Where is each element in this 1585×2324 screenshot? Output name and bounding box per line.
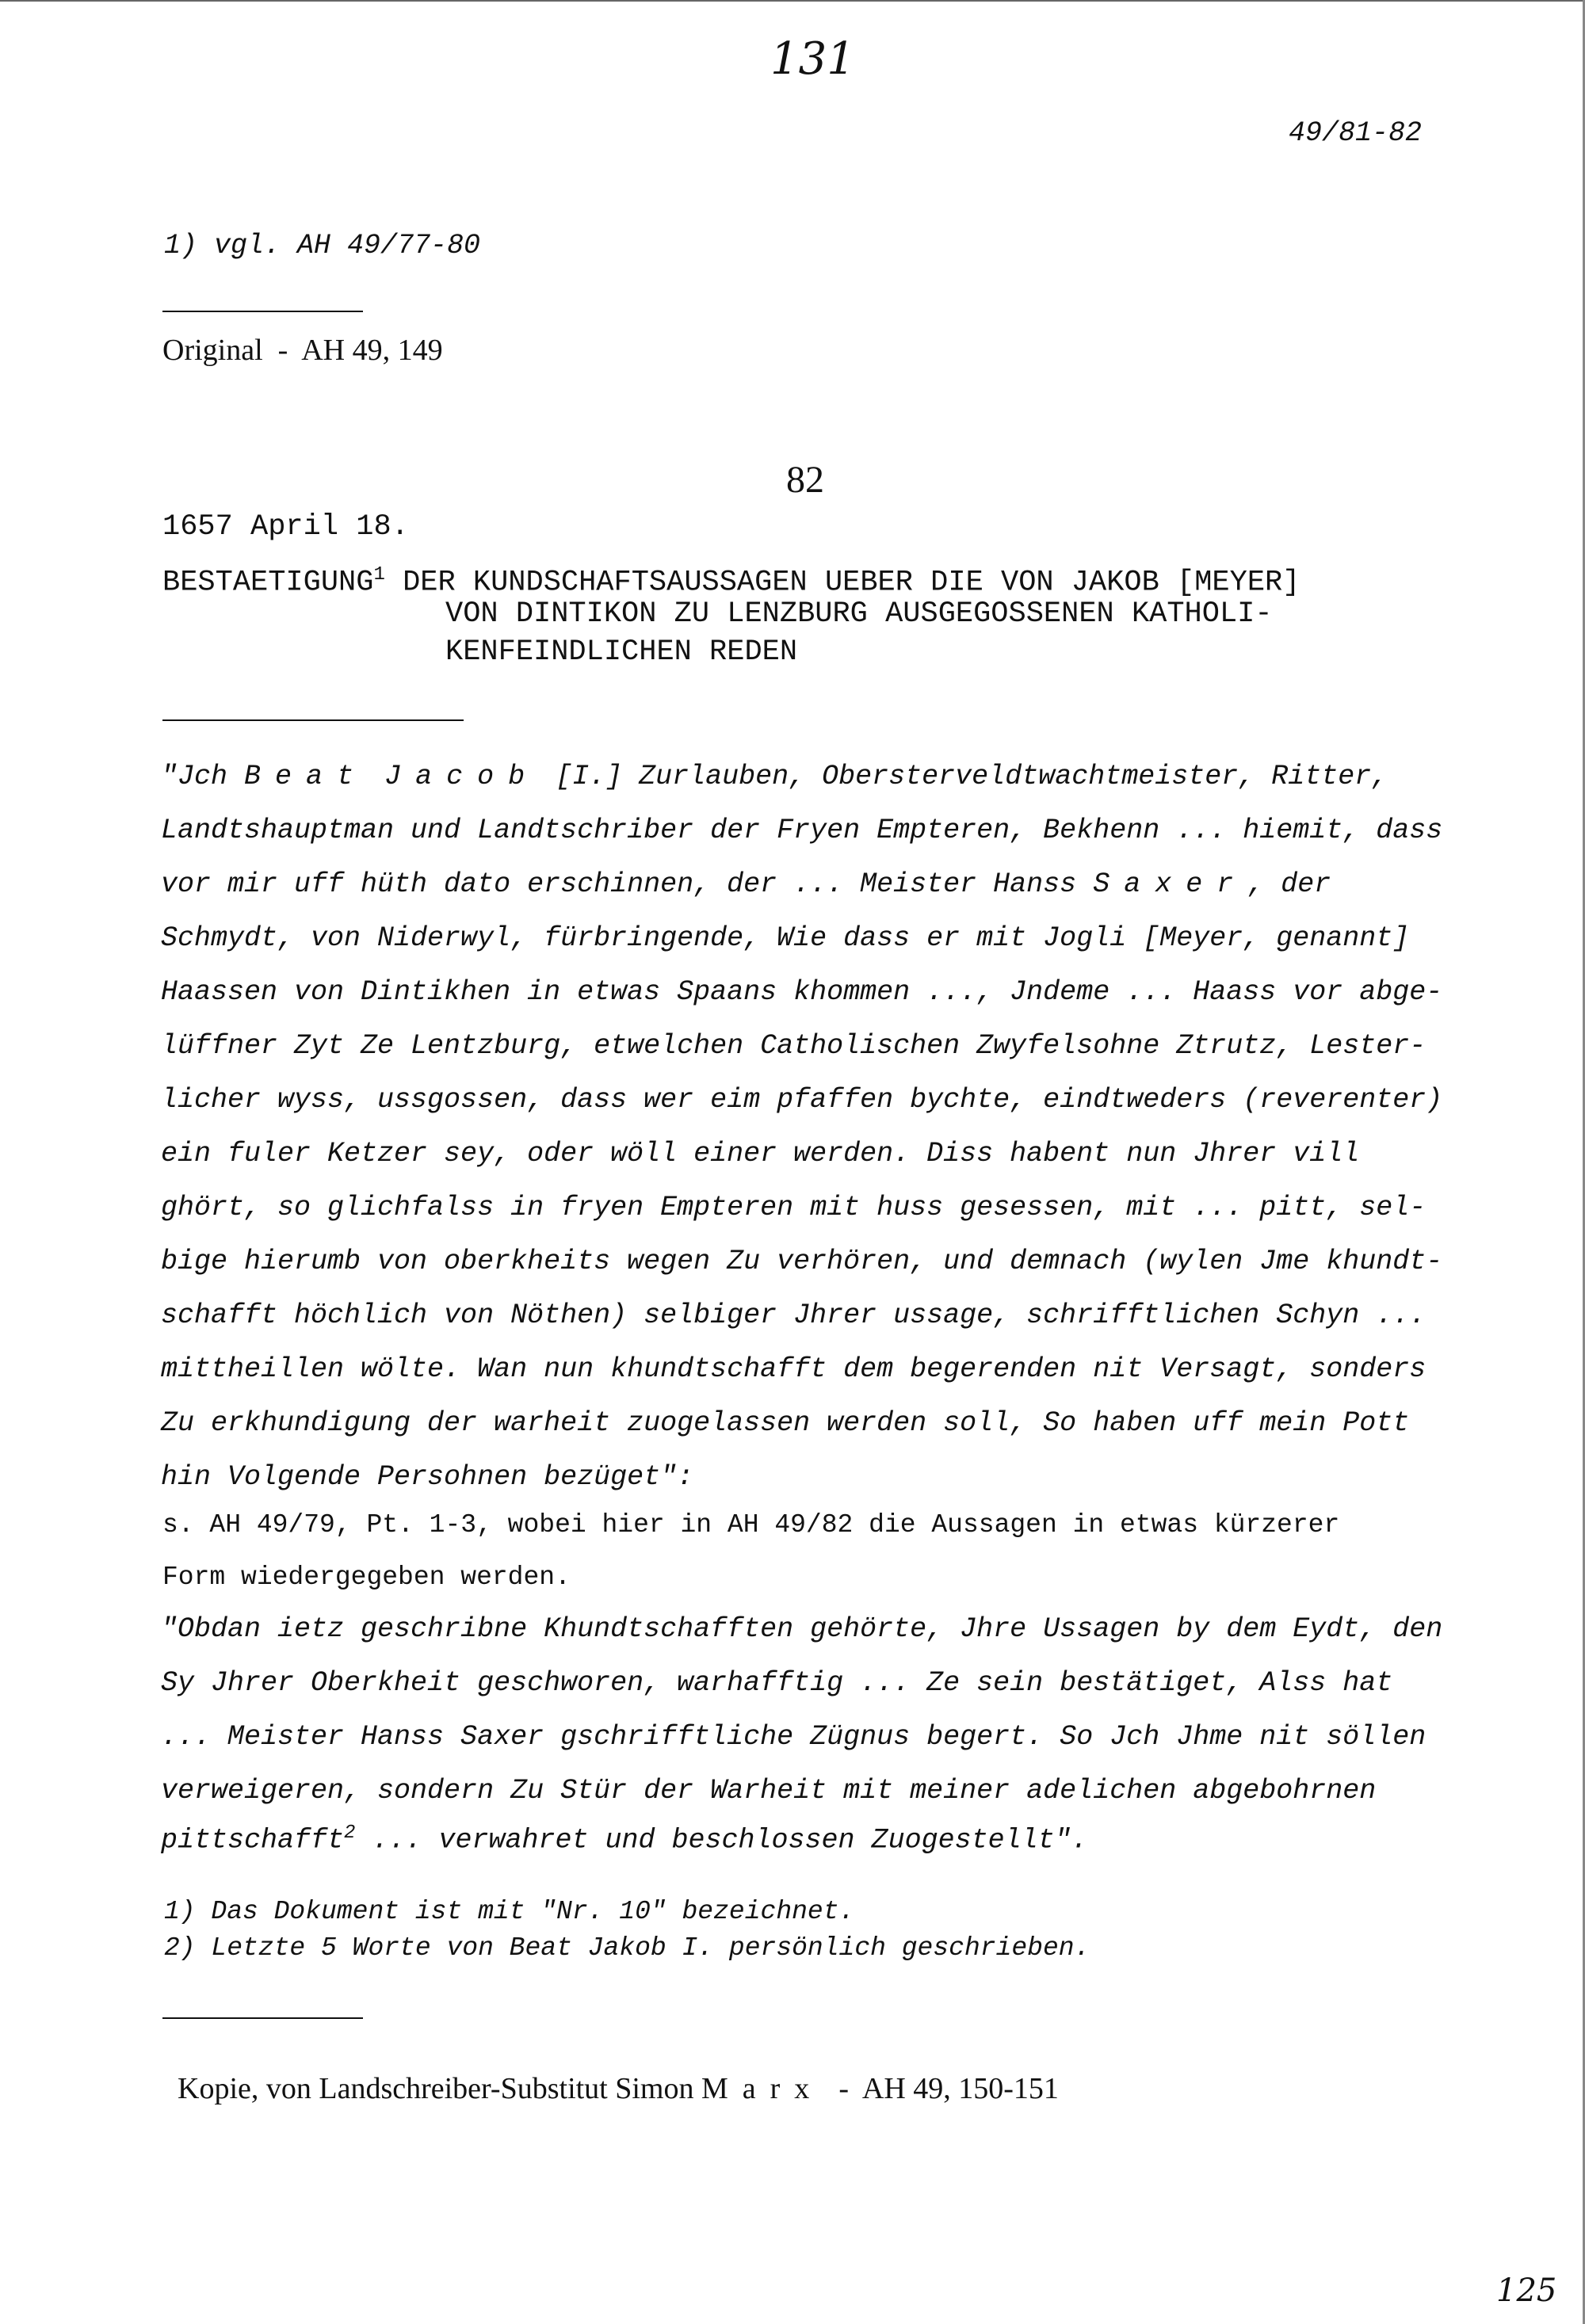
document-date: 1657 April 18. [162, 510, 409, 544]
body-line: licher wyss, ussgossen, dass wer eim pfaffen bychte, eindtweders (reverenter) [161, 1084, 1443, 1116]
body-line: verweigeren, sondern Zu Stür der Warheit mit meiner adelichen abgebohrnen [161, 1775, 1377, 1807]
document-title [162, 556, 1300, 601]
previous-footnote: 1) vgl. AH 49/77-80 [164, 230, 481, 261]
body-line: Zu erkhundigung der warheit zuogelassen werden soll, So haben uff mein Pott [161, 1407, 1410, 1439]
spaced-name-jacob: Jacob [384, 761, 540, 792]
body-line: ... Meister Hanss Saxer gschrifftliche Zügnus begert. So Jch Jhme nit söllen [161, 1721, 1426, 1753]
body-line [161, 761, 1388, 792]
title-line-2: VON DINTIKON ZU LENZBURG AUSGEGOSSENEN KATHOLI- [445, 597, 1273, 631]
body-line: mittheillen wölte. Wan nun khundtschafft dem begerenden nit Versagt, sonders [161, 1353, 1426, 1385]
body-line: "Obdan ietz geschribne Khundtschafften gehörte, Jhre Ussagen by dem Eydt, den [161, 1613, 1443, 1645]
body-line: schafft höchlich von Nöthen) selbiger Jhrer ussage, schrifftlichen Schyn ... [161, 1299, 1426, 1331]
footnote: 2) Letzte 5 Worte von Beat Jakob I. persönlich geschrieben. [164, 1933, 1090, 1963]
copy-reference [162, 2036, 1059, 2106]
body-line: Landtshauptman und Landtschriber der Fryen Empteren, Bekhenn ... hiemit, dass [161, 815, 1443, 846]
separator-rule [162, 719, 464, 721]
body-text: vor mir uff hüth dato erschinnen, der ... Meister Hanss [161, 868, 1094, 900]
scan-top-border [0, 0, 1585, 2]
title-line-3: KENFEINDLICHEN REDEN [445, 635, 798, 669]
body-line: lüffner Zyt Ze Lentzburg, etwelchen Catholischen Zwyfelsohne Ztrutz, Lester- [161, 1030, 1426, 1062]
copy-reference-text: - AH 49, 150-151 [823, 2072, 1059, 2105]
spaced-name-saxer: Saxer [1093, 868, 1248, 900]
document-number: 82 [786, 459, 824, 501]
body-line: bige hierumb von oberkheits wegen Zu verhören, und demnach (wylen Jme khundt- [161, 1246, 1443, 1277]
body-text [368, 761, 384, 792]
handwritten-corner-mark: 125 [1496, 2272, 1557, 2309]
body-line [161, 1822, 1088, 1857]
copy-reference-text: Kopie, von Landschreiber-Substitut Simon [178, 2072, 701, 2105]
separator-rule [162, 2017, 363, 2019]
body-line: Schmydt, von Niderwyl, fürbringende, Wie dass er mit Jogli [Meyer, genannt] [161, 922, 1410, 954]
title-footnote-marker: 1 [373, 564, 385, 586]
body-line: Haassen von Dintikhen in etwas Spaans khommen ..., Jndeme ... Haass vor abge- [161, 976, 1443, 1008]
body-line: ghört, so glichfalss in fryen Empteren mit huss gesessen, mit ... pitt, sel- [161, 1192, 1426, 1223]
quote-open: "Jch [161, 761, 245, 792]
body-text: pittschafft [161, 1824, 345, 1857]
title-first-word: BESTAETIGUNG [162, 566, 374, 600]
original-reference: Original - AH 49, 149 [162, 334, 443, 367]
body-line: Sy Jhrer Oberkheit geschworen, warhafftig ... Ze sein bestätiget, Alss hat [161, 1667, 1393, 1699]
spaced-name-beat: Beat [244, 761, 369, 792]
footnote: 1) Das Dokument ist mit "Nr. 10" bezeichnet. [164, 1897, 855, 1926]
separator-rule [162, 311, 363, 312]
footnote-marker: 2 [344, 1822, 356, 1844]
spaced-name-marx: Marx [701, 2072, 824, 2105]
body-line [161, 868, 1331, 900]
title-line-1: DER KUNDSCHAFTSAUSSAGEN UEBER DIE VON JAKOB [MEYER] [384, 566, 1300, 600]
body-text: ... verwahret und beschlossen Zuogestellt". [355, 1824, 1088, 1857]
handwritten-page-number: 131 [770, 33, 855, 85]
body-text: [I.] Zurlauben, Obersterveldtwachtmeister, Ritter, [539, 761, 1388, 792]
editorial-note-line: Form wiedergegeben werden. [162, 1563, 571, 1592]
editorial-note-line: s. AH 49/79, Pt. 1-3, wobei hier in AH 49/82 die Aussagen in etwas kürzerer [162, 1510, 1340, 1540]
body-line: hin Volgende Persohnen bezüget": [161, 1461, 694, 1493]
document-reference: 49/81-82 [1289, 117, 1423, 149]
body-line: ein fuler Ketzer sey, oder wöll einer werden. Diss habent nun Jhrer vill [161, 1138, 1360, 1170]
body-text: , der [1247, 868, 1331, 900]
